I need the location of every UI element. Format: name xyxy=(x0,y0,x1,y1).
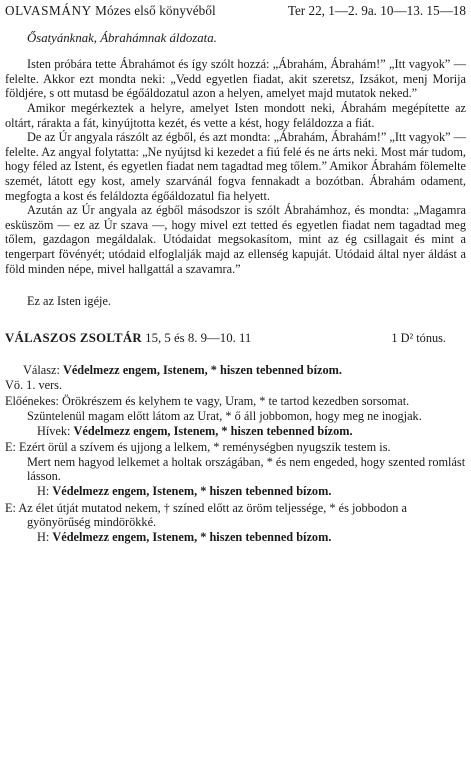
psalm-stanza-1 xyxy=(5,394,466,438)
reading-title xyxy=(5,4,216,19)
reading-closing: Ez az Isten igéje. xyxy=(27,294,111,309)
stanza-1-line-1 xyxy=(5,394,466,409)
response-text-2: Védelmezz engem, Istenem, * hiszen tebenned bízom. xyxy=(52,484,332,499)
response-prefix: Válasz: xyxy=(23,363,63,378)
reading-heading xyxy=(5,4,466,19)
response-text-1: Védelmezz engem, Istenem, * hiszen tebenned bízom. xyxy=(73,423,353,438)
reading-paragraph-1: Isten próbára tette Ábrahámot és így szólt hozzá: „Ábrahám, Ábrahám!” „Itt vagyok” — felelte. Akkor ezt mondta neki: „Vedd egyetlen fiadat, akit szeretsz, Izsákot, menj Morija földjére, s ott mutasd be égőáldozatul azon a helyen, amelyet majd mutatok neked.” xyxy=(5,57,466,101)
psalm-response-3 xyxy=(5,530,466,545)
people-prefix-3: H: xyxy=(37,529,53,544)
psalm-reference: 15, 5 és 8. 9—10. 11 xyxy=(141,330,252,345)
reading-paragraph-2: Amikor megérkeztek a helyre, amelyet Isten mondott neki, Ábrahám megépítette az oltárt, rárakta a fát, kinyújtotta kezét, és vette a kést, hogy feláldozza a fiát. xyxy=(5,100,466,130)
reading-paragraph-3: De az Úr angyala rászólt az égből, és azt mondta: „Ábrahám, Ábrahám!” „Itt vagyok” — felelte. Az angyal folytatta: „Ne nyújtsd ki kezedet a fiú felé és ne árts neki. Most már tudom, hogy féled az Istent, és egyetlen fiadat nem tagadtad meg tőlem.” Amikor Ábrahám fölemelte szemét, látott egy kost, amely szarvánál fogva fennakadt a bozótban. Ábrahám odament, megfogta a kost és feláldozta égőáldozatul fia helyett. xyxy=(5,130,466,203)
stanza-1-text-1: Örökrészem és kelyhem te vagy, Uram, * te tartod kezedben sorsomat. xyxy=(62,394,410,409)
psalm-response xyxy=(5,363,466,378)
reading-label: OLVASMÁNY xyxy=(5,3,92,18)
stanza-3-text-1: Az élet útját mutatod nekem, † színed előtt az öröm teljessége, * és jobbodon a gyönyörűség mindörökké. xyxy=(18,500,407,530)
cantor-prefix: Előénekes: xyxy=(5,394,63,409)
psalm-tone: 1 D² tónus. xyxy=(391,330,446,345)
page xyxy=(5,4,466,544)
reading-body xyxy=(5,57,466,276)
response-text: Védelmezz engem, Istenem, * hiszen tebenned bízom. xyxy=(62,363,342,378)
stanza-1-line-2: Szüntelenül magam előtt látom az Urat, * ő áll jobbomon, hogy meg ne inogjak. xyxy=(27,409,422,424)
cantor-prefix-3: E: xyxy=(5,500,19,515)
response-text-3: Védelmezz engem, Istenem, * hiszen tebenned bízom. xyxy=(52,529,332,544)
stanza-2-line-1 xyxy=(5,440,466,455)
stanza-2-line-2: Mert nem hagyod lelkemet a holtak országában, * és nem engeded, hogy szented romlást lásson. xyxy=(27,454,466,484)
people-prefix-2: H: xyxy=(37,484,53,499)
stanza-3-line-1 xyxy=(5,501,466,530)
psalm-stanza-3 xyxy=(5,501,466,545)
psalm-verse-ref: Vö. 1. vers. xyxy=(5,377,63,392)
cantor-prefix-2: E: xyxy=(5,440,20,455)
stanza-2-text-1: Ezért örül a szívem és ujjong a lelkem, * reménységben nyugszik testem is. xyxy=(19,440,391,455)
psalm-response-2 xyxy=(5,484,466,499)
psalm-heading xyxy=(5,331,466,346)
psalm-label: VÁLASZOS ZSOLTÁR xyxy=(5,330,142,345)
psalm-stanza-2 xyxy=(5,440,466,498)
psalm-response-1 xyxy=(5,424,466,439)
reading-paragraph-4: Azután az Úr angyala az égből másodszor is szólt Ábrahámhoz, és mondta: „Magamra esküszöm — ez az Úr szava —, hogy mivel ezt tetted és egyetlen fiadat nem tagadtad meg tőlem, gazdagon megáldalak. Utódaidat megsokasítom, mint az ég csillagait és mint a tengerpart fövényét; utódaid elfoglalják majd az ellenség kapuját. Utódaid által nyer áldást a föld minden népe, mivel hallgattál a szavamra.” xyxy=(5,203,466,276)
people-prefix: Hívek: xyxy=(37,423,74,438)
reading-reference: Ter 22, 1—2. 9a. 10—13. 15—18 xyxy=(287,3,466,18)
reading-motto: Ősatyánknak, Ábrahámnak áldozata. xyxy=(27,30,217,45)
psalm-title xyxy=(5,331,251,346)
reading-source: Mózes első könyvéből xyxy=(91,3,216,18)
